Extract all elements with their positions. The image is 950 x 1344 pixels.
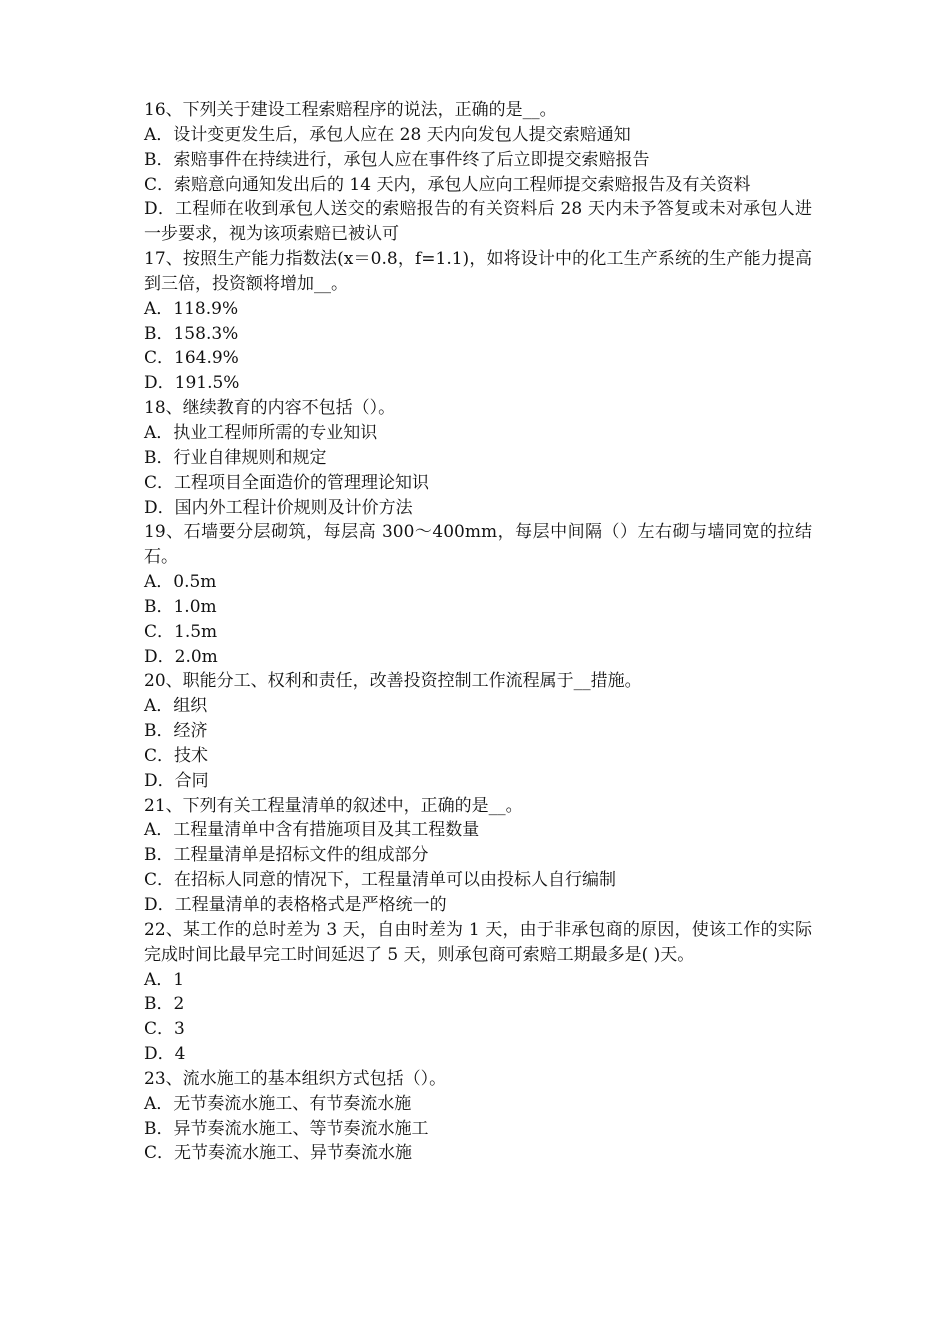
option-c: C．3 <box>144 1019 185 1040</box>
option-a: A．组织 <box>144 696 208 717</box>
option-d: D．4 <box>144 1044 186 1065</box>
question-21 <box>144 794 812 918</box>
option-c: C．1.5m <box>144 621 218 642</box>
option-b: B．1.0m <box>144 596 217 617</box>
option-b: B．行业自律规则和规定 <box>144 447 327 468</box>
option-b: B．经济 <box>144 721 208 742</box>
option-c: C．索赔意向通知发出后的 14 天内，承包人应向工程师提交索赔报告及有关资料 <box>144 174 751 195</box>
option-d: D．合同 <box>144 770 209 791</box>
question-stem: 23、流水施工的基本组织方式包括（）。 <box>144 1068 447 1089</box>
option-b: B．异节奏流水施工、等节奏流水施工 <box>144 1118 429 1139</box>
option-a: A．工程量清单中含有措施项目及其工程数量 <box>144 820 480 841</box>
option-a: A．执业工程师所需的专业知识 <box>144 422 378 443</box>
option-c: C．工程项目全面造价的管理理论知识 <box>144 472 430 493</box>
question-17 <box>144 247 812 396</box>
question-20 <box>144 669 812 793</box>
question-stem: 19、石墙要分层砌筑，每层高 300～400mm，每层中间隔（）左右砌与墙同宽的拉结石。 <box>144 522 812 568</box>
option-a: A．设计变更发生后，承包人应在 28 天内向发包人提交索赔通知 <box>144 124 631 145</box>
option-c: C．无节奏流水施工、异节奏流水施 <box>144 1143 413 1164</box>
option-c: C．技术 <box>144 745 209 766</box>
question-22 <box>144 918 812 1067</box>
question-stem: 21、下列有关工程量清单的叙述中，正确的是__。 <box>144 795 523 816</box>
question-stem: 22、某工作的总时差为 3 天，自由时差为 1 天，由于非承包商的原因，使该工作的实际完成时间比最早完工时间延迟了 5 天，则承包商可索赔工期最多是( )天。 <box>144 919 812 965</box>
option-d: D．工程量清单的表格格式是严格统一的 <box>144 895 447 915</box>
question-stem: 16、下列关于建设工程索赔程序的说法，正确的是__。 <box>144 100 557 120</box>
document-body <box>144 98 812 1166</box>
question-18 <box>144 396 812 520</box>
option-d: D．国内外工程计价规则及计价方法 <box>144 497 413 518</box>
option-a: A．无节奏流水施工、有节奏流水施 <box>144 1093 412 1114</box>
question-16 <box>144 98 812 247</box>
option-b: B．索赔事件在持续进行，承包人应在事件终了后立即提交索赔报告 <box>144 149 650 170</box>
option-b: B．158.3% <box>144 323 239 344</box>
option-a: A．0.5m <box>144 572 217 593</box>
option-d: D．191.5% <box>144 373 240 394</box>
option-d: D．工程师在收到承包人送交的索赔报告的有关资料后 28 天内未予答复或未对承包人进一步要求，视为该项索赔已被认可 <box>144 199 812 245</box>
option-c: C．在招标人同意的情况下，工程量清单可以由投标人自行编制 <box>144 870 617 891</box>
question-stem: 20、职能分工、权利和责任，改善投资控制工作流程属于__措施。 <box>144 671 642 692</box>
question-stem: 17、按照生产能力指数法(x＝0.8，f=1.1)，如将设计中的化工生产系统的生产能力提高到三倍，投资额将增加__。 <box>144 249 812 294</box>
option-d: D．2.0m <box>144 646 218 667</box>
option-a: A．118.9% <box>144 298 239 319</box>
option-a: A．1 <box>144 969 185 990</box>
option-b: B．工程量清单是招标文件的组成部分 <box>144 845 429 866</box>
question-19 <box>144 520 812 669</box>
option-c: C．164.9% <box>144 348 239 369</box>
option-b: B．2 <box>144 994 185 1015</box>
question-23 <box>144 1067 812 1166</box>
question-stem: 18、继续教育的内容不包括（）。 <box>144 398 396 419</box>
